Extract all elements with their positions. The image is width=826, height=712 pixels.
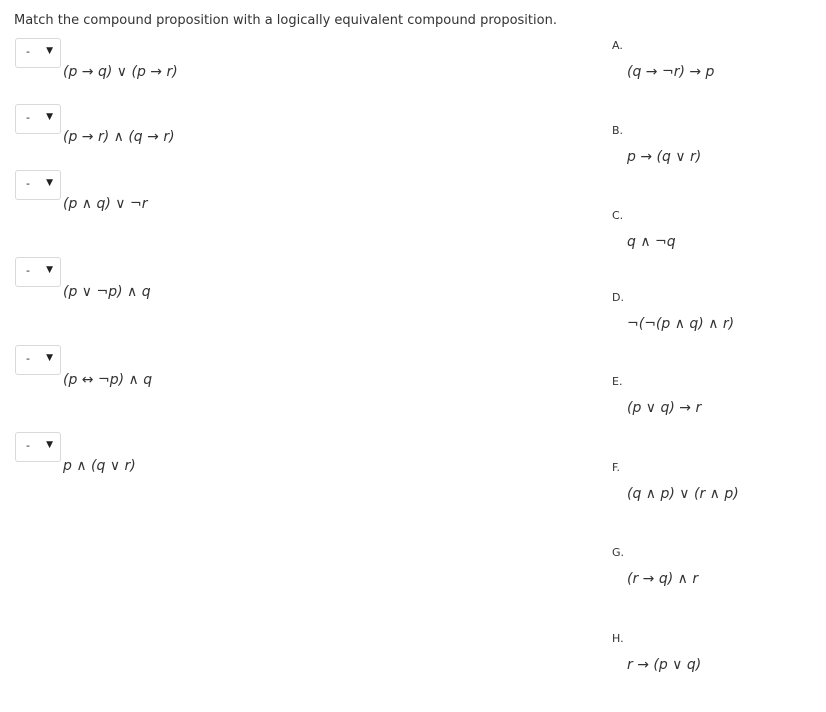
proposition-3: (p ∧ q) ∨ ¬r [63, 196, 148, 212]
option-letter-e: E. [612, 375, 623, 388]
option-letter-d: D. [612, 291, 624, 304]
select-value: - [26, 439, 30, 452]
proposition-5: (p ↔ ¬p) ∧ q [63, 372, 153, 388]
option-letter-g: G. [612, 546, 625, 559]
select-value: - [26, 111, 30, 124]
dropdown-arrow-icon: ▼ [46, 265, 53, 275]
option-expression-e: (p ∨ q) → r [627, 400, 702, 416]
proposition-1: (p → q) ∨ (p → r) [63, 64, 178, 80]
match-select-1[interactable] [15, 38, 61, 68]
dropdown-arrow-icon: ▼ [46, 353, 53, 363]
option-expression-g: (r → q) ∧ r [627, 571, 699, 587]
select-value: - [26, 352, 30, 365]
match-select-4[interactable] [15, 257, 61, 287]
dropdown-arrow-icon: ▼ [46, 112, 53, 122]
match-select-5[interactable] [15, 345, 61, 375]
option-letter-b: B. [612, 124, 624, 137]
option-expression-c: q ∧ ¬q [627, 234, 676, 250]
question-instructions: Match the compound proposition with a logically equivalent compound proposition. [14, 13, 557, 28]
dropdown-arrow-icon: ▼ [46, 178, 53, 188]
option-expression-a: (q → ¬r) → p [627, 64, 715, 80]
option-expression-f: (q ∧ p) ∨ (r ∧ p) [627, 486, 739, 502]
select-value: - [26, 45, 30, 58]
match-select-2[interactable] [15, 104, 61, 134]
proposition-6: p ∧ (q ∨ r) [63, 458, 136, 474]
option-expression-b: p → (q ∨ r) [627, 149, 702, 165]
proposition-2: (p → r) ∧ (q → r) [63, 129, 175, 145]
option-letter-f: F. [612, 461, 621, 474]
dropdown-arrow-icon: ▼ [46, 46, 53, 56]
match-select-6[interactable] [15, 432, 61, 462]
proposition-4: (p ∨ ¬p) ∧ q [63, 284, 151, 300]
option-letter-h: H. [612, 632, 624, 645]
option-expression-d: ¬(¬(p ∧ q) ∧ r) [627, 316, 735, 332]
dropdown-arrow-icon: ▼ [46, 440, 53, 450]
match-select-3[interactable] [15, 170, 61, 200]
option-expression-h: r → (p ∨ q) [627, 657, 702, 673]
select-value: - [26, 177, 30, 190]
option-letter-c: C. [612, 209, 624, 222]
select-value: - [26, 264, 30, 277]
option-letter-a: A. [612, 39, 623, 52]
